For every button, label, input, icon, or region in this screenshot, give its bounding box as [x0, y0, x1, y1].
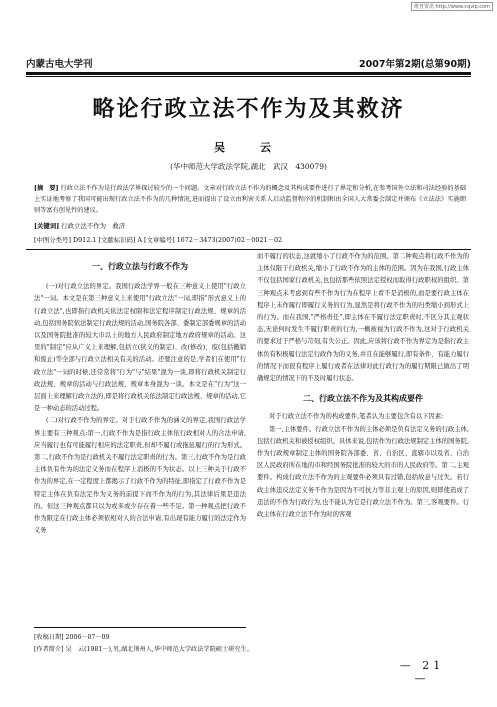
right-continuation: 而不履行的状态,这就缩小了行政不作为的范围。第二种观点将行政不作为的主体仅限于行政机关,缩小了行政不作为的主体的范围。因为在我国,行政主体不仅包括国家行政机关,也包括那些依照法定授权而取得行政职权的组织。第三种观点未考虑到有些不作为行为在程序上看不是消极的,而是要行政主体在程序上未作履行即履行义务的行为,显然是将行政不作为的归类缩小到形式上的行为。而在我国,"严格责任",即主体在不履行法定职责时,不区分其主观状态,无论何时发生不履行职责的行为,一概被视为行政不作为,这对于行政机关的要求过于严格与苛刻,有失公正。因此,应该将行政不作为界定为是指行政主体负有积极履行法定行政作为的义务,并且在能够履行,即有条件、有能力履行的情况下而很有程序上履行或者在法律对此行政行为的履行期限已做出了明确规定的情况下的不及时履行状态。 [257, 253, 469, 383]
keywords-text: 行政立法不作为 救济 [61, 222, 126, 230]
running-header [26, 52, 471, 70]
footnote-author-bio: [作者简介] 吴 云(1981－),男,湖北荆州人,华中师范大学政法学院硕士研究生。 [34, 646, 253, 653]
footnote-received: [收稿日期] 2006－07－09 [34, 634, 110, 641]
article-title: 略论行政立法不作为及其救济 [92, 96, 405, 122]
footnote-rule [34, 627, 246, 628]
author-affiliation: (华中师范大学政法学院,湖北 武汉 430079) [170, 162, 327, 171]
page-number: — 21 — [399, 659, 445, 685]
watermark-stamp: 维普资讯 http://www.cqvip.com [411, 2, 493, 11]
section1-heading: 一、行政立法与行政不作为 [92, 262, 188, 271]
abstract-text: 行政立法不作为是行政法学界探讨较少的一个问题。文章对行政立法不作为的概念及其构成要件进行了界定和分析,在参考国外立法和司法经验的基础上实证地考察了我国可能出现行政立法不作为的几种情况,进而提出了设立由利害关系人启动监督程序的机制和由全国人大常委会制定并颁布《立法法》实施细则等富有创见性的建议。 [34, 185, 467, 215]
abstract-label: [摘 要] [34, 185, 59, 192]
section2-paragraph-2: 第一,主体要件。行政立法不作为的主体必须是负有法定义务的行政主体,包括行政机关和被授权组织。具体来说,包括作为行政法规制定主体的国务院,作为行政规章制定主体的国务院各部委、省、自治区、直辖市以及省、自治区人民政府所在地的市和经国务院批准的较大的市的人民政府等。第二,主观要件。构成行政立法不作为的主观要件必须具有过错,包括故意与过失。若行政主体违反法定义务不作为是因为不可抗力等非主观上的原因,则即使造成了违法的不作为行政行为,也不能认为它是行政立法不作为。第三,客观要件。行政主体在行政立法不作为时的客观 [257, 425, 469, 519]
section1-paragraph-2: (二)对行政不作为的界定。对于行政不作为的涵义的界定,我国行政法学界主要有三种观点:第一,行政不作为是指行政主体依行政相对人的合法申请,应当履行也有可能履行相应的法定职责,但却不履行或拖延履行的行为形式。第二,行政不作为是行政机关不履行法定职责的行为。第三,行政不作为是行政主体负有作为的法定义务而在程序上消极的不为状态。以上三种关于行政不作为的界定,在一定程度上都揭示了行政不作为的特征,即指定了行政不作为是特定主体在负有法定作为义务的前提下而不作为的行为,其法律后果是违法的。但这三种观点都只以为或多或少存在着一些不足。第一种观点把行政不作为限定在行政主体必须依相对人的合法申请,有出现有能力履行的法定作为义务 [34, 417, 246, 535]
keywords-label: [关键词] [34, 222, 60, 230]
section2-paragraph-1: 对于行政立法不作为的构成要件,笔者认为主要包含有以下因素: [269, 413, 444, 421]
section2-heading: 二、行政立法不作为及其构成要件 [303, 394, 423, 404]
journal-name: 内蒙古电大学刊 [26, 59, 93, 70]
section1-paragraph-1: (一)对行政立法的界定。我国行政法学界一般在三种意义上使用"行政立法"一词。本文是在第三种意义上来使用"行政立法"一词,即指"形式意义上的行政立法",也即指行政机关依法定权限和法定程序制定行政法规、规章的活动,包括国务院依法制定行政法规的活动,国务院各部、委制定部委规章的活动以及国务院批准的较大市以上的地方人民政府制定地方政府规章的活动。这里的"制定"应从广义上来理解,包括立(狭义的制定)、改(修改)、废(包括撤销和废止)等全部与行政立法相关有关的活动。还要注意的是,学者们在使用"行政立法"一词的时候,还常常将"行为"与"结果"混为一谈,即将行政机关制定行政法规、规章的活动与行政法规、规章本身混为一谈。本文是在"行为"这一层面上来理解行政立法的,即是将行政机关依法制定行政法规、规章的活动,它是一种动态的活动过程。 [34, 283, 246, 413]
issue-info: 2007年第2期(总第90期) [359, 59, 471, 70]
keywords [34, 221, 466, 230]
header-rule [26, 72, 471, 77]
classification-rule [26, 249, 471, 250]
right-column [257, 251, 469, 521]
classification-line: [中图分类号] D912.1 [文献标识码] A [文章编号] 1672－3473(2007)02－0021－02 [34, 236, 283, 244]
left-column [34, 251, 246, 537]
abstract [34, 183, 466, 217]
author-name: 吴 云 [214, 141, 283, 154]
